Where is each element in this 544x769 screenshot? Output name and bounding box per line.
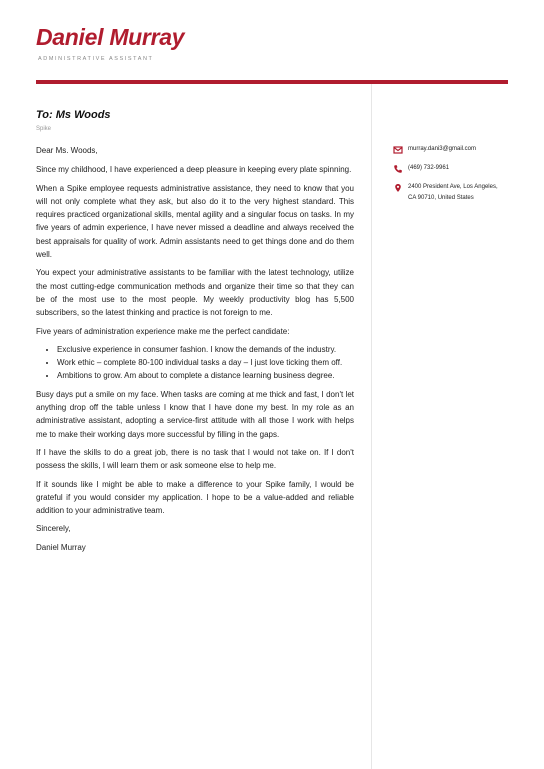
paragraph: You expect your administrative assistants to be familiar with the latest technology, utilize the most cutting-edge communication methods and organize their time so that they can be of the most use to the most people. My weekly productivity blog has 5,500 subscribers, so the latest thinking and practice is not foreign to me. <box>36 268 354 318</box>
bullet-list <box>36 343 354 383</box>
applicant-name: Daniel Murray <box>36 24 185 50</box>
list-item: • Work ethic – complete 80-100 individual tasks a day – I just love ticking them off. <box>57 356 354 369</box>
contact-phone <box>393 163 513 174</box>
paragraph: When a Spike employee requests administrative assistance, they need to know that you will not only complete what they ask, but also do it to the very highest standard. This requires practiced organizational skills, mental agility and a singular focus on tasks. In my five years of admin experience, I have never missed a deadline and always received the best appraisals for quality of work. Admin assistants need to get things done and do them well. <box>36 183 354 260</box>
paragraph: If it sounds like I might be able to make a difference to your Spike family, I would be grateful if you would consider my application. I hope to be a value-added and reliable addition to your administrative team. <box>36 479 354 516</box>
address-text <box>408 182 498 204</box>
phone-icon <box>393 164 403 174</box>
recipient: To: Ms Woods <box>36 109 111 121</box>
closing: Sincerely, <box>36 524 71 534</box>
column-divider <box>371 84 372 769</box>
list-item: • Exclusive experience in consumer fashion. I know the demands of the industry. <box>57 343 354 356</box>
paragraph: Since my childhood, I have experienced a deep pleasure in keeping every plate spinning. <box>36 165 352 175</box>
contact-info <box>393 144 513 212</box>
paragraph: Five years of administration experience make me the perfect candidate: <box>36 326 290 336</box>
company-name: Spike <box>36 126 52 132</box>
phone-text[interactable]: (469) 732-9961 <box>408 165 450 171</box>
paragraph: If I have the skills to do a great job, there is no task that I would not take on. If I don't possess the skills, I will learn them or ask someone else to help me. <box>36 447 354 471</box>
contact-address <box>393 182 513 204</box>
list-item: • Ambitions to grow. Am about to complete a distance learning business degree. <box>57 369 354 382</box>
envelope-icon <box>393 145 403 155</box>
salutation: Dear Ms. Woods, <box>36 146 98 155</box>
job-title: ADMINISTRATIVE ASSISTANT <box>38 56 154 62</box>
address-line-2: CA 90710, United States <box>408 195 474 201</box>
letter-body <box>36 108 354 559</box>
contact-email <box>393 144 513 155</box>
email-text[interactable]: murray.dani3@gmail.com <box>408 146 477 152</box>
paragraph: Busy days put a smile on my face. When tasks are coming at me thick and fast, I don't let anything drop off the table unless I know that I have done my best. In my role as an administrative assistant, adopting a service-first attitude with all those I work with helps me to make their working days more successful by filling in the gaps. <box>36 389 354 439</box>
header-divider <box>36 80 508 84</box>
address-line-1: 2400 President Ave, Los Angeles, <box>408 184 498 190</box>
location-pin-icon <box>393 183 403 193</box>
signature: Daniel Murray <box>36 542 86 552</box>
